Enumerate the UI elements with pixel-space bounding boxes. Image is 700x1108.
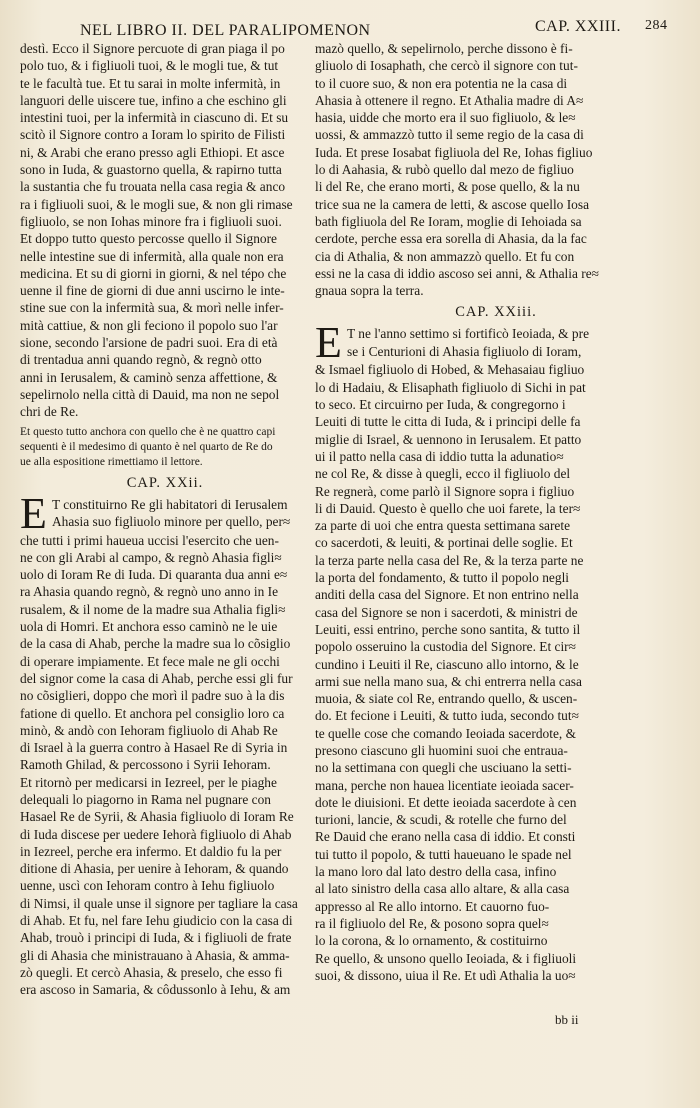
drop-initial: E	[20, 488, 47, 538]
right-text-block	[315, 361, 677, 984]
left-column	[20, 40, 310, 999]
right-column	[315, 40, 677, 984]
text-line: lo la corona, & lo ornamento, & costituirno	[315, 933, 548, 949]
text-line: di Iuda discese per uedere Iehorà figliuolo di Ahab	[20, 826, 292, 842]
text-line: di trentadua anni quando regnò, & regnò otto	[20, 352, 262, 368]
text-line: uenne il fine de giorni di due anni uscirno le inte-	[20, 283, 285, 299]
text-line: ra i figliuoli suoi, & le mogli sue, & non gli rimase	[20, 196, 293, 212]
left-text-block	[20, 40, 310, 421]
text-line: uenne, uscì con Iehoram contro à Iehu figliuolo	[20, 878, 275, 894]
text-line: muoia, & siate col Re, entrando quello, & uscen-	[315, 691, 578, 707]
text-line: te le facultà tue. Et tu sarai in molte infermità, in	[20, 75, 281, 91]
text-line: to seco. Et circuirno per Iuda, & congregorno i	[315, 397, 566, 413]
text-line: tui tutto il popolo, & tutti haueuano le spade nel	[315, 846, 572, 862]
text-line: era ascoso in Samaria, & côdussonlo à Iehu, & am	[20, 982, 291, 998]
text-line: popolo osseruino la custodia del Signore. Et cir≈	[315, 639, 576, 655]
text-line: te quelle cose che comando Ieoiada sacerdote, &	[315, 725, 576, 741]
text-line: figliuolo, se non Iohas minore fra i figliuoli suoi.	[20, 213, 282, 229]
text-line: stine sue con la infermità sua, & morì nelle infer-	[20, 300, 284, 316]
text-line: sione, secondo l'arsione de padri suoi. Era di età	[20, 335, 278, 351]
text-line: polo tuo, & i figliuoli tuoi, & le mogli tue, & tut	[20, 58, 279, 74]
text-line: ne con gli Arabi al campo, & regnò Ahasia figli≈	[20, 549, 282, 565]
text-line: anni in Ierusalem, & caminò senza affettione, &	[20, 369, 278, 385]
text-line: Ahasia suo figliuolo minore per quello, per≈	[52, 513, 291, 529]
text-line: zò quegli. Et cercò Ahasia, & preselo, che esso fi	[20, 964, 283, 980]
text-line: la terza parte nella casa del Re, & la terza parte ne	[315, 552, 584, 568]
text-line: Ahasia à ottenere il regno. Et Athalia madre di A≈	[315, 92, 584, 108]
text-line: li di Dauid. Questo è quello che uoi farete, la ter≈	[315, 500, 581, 516]
text-line: trice sua ne la camera de letti, & ascose quello Iosa	[315, 196, 590, 212]
text-line: medicina. Et su di giorni in giorni, & nel tépo che	[20, 265, 287, 281]
opening-lines	[52, 496, 310, 532]
text-line: minò, & andò con Iehoram figliuolo di Ahab Re	[20, 722, 278, 738]
text-line: uolo di Ioram Re di Iuda. Di quaranta dua anni e≈	[20, 567, 288, 583]
text-line: cia di Athalia, & non ammazzò quello. Et fu con	[315, 248, 575, 264]
text-line: T constituirno Re gli habitatori di Ierusalem	[52, 496, 288, 512]
text-line: Iuda. Et prese Iosabat figliuola del Re, Iohas figliuo	[315, 144, 593, 160]
text-line: armi sue nella mano sua, & chi entrerra nella casa	[315, 673, 582, 689]
text-line: ditione di Ahasia, per uenire à Iehoram, & quando	[20, 861, 289, 877]
text-line: Leuiti di tutte le citta di Iuda, & i principi delle fa	[315, 414, 581, 430]
text-line: Re regnerà, come parlò il Signore sopra i figliuo	[315, 483, 575, 499]
text-line: delequali lo piagorno in Rama nel pugnare con	[20, 791, 271, 807]
text-line: mità cattiue, & non gli feciono il popolo suo l'ar	[20, 317, 278, 333]
text-line: gnaua sopra la terra.	[315, 283, 424, 299]
text-line: ue alla espositione rimettiamo il lettore.	[20, 455, 203, 468]
right-text-block	[315, 40, 677, 299]
text-line: & Ismael figliuolo di Hobed, & Mehasaiau figliuo	[315, 362, 585, 378]
chapter-opening	[20, 488, 310, 538]
text-line: Ramoth Ghilad, & percossono i Syrii Iehoram.	[20, 757, 271, 773]
chapter-heading-23: CAP. XXiii.	[455, 304, 537, 321]
text-line: ra Ahasia quando regnò, & regnò uno anno in Ie	[20, 584, 279, 600]
text-line: suoi, & dissono, uiua il Re. Et udì Athalia la uo≈	[315, 967, 576, 983]
text-line: uossi, & ammazzò tutto il seme regio de la casa di	[315, 127, 584, 143]
text-line: to il cuore suo, & non era potentia ne la casa di	[315, 75, 568, 91]
text-line: ra il figliuolo del Re, & posono sopra quel≈	[315, 915, 549, 931]
text-line: sequenti è il medesimo di quanto è nel quarto de Re do	[20, 440, 273, 453]
text-line: appresso al Re allo intorno. Et cauorno fuo-	[315, 898, 550, 914]
text-line: Et ritornò per medicarsi in Iezreel, per le piaghe	[20, 774, 277, 790]
text-line: de la casa di Ahab, perche la madre sua lo cõsiglio	[20, 636, 291, 652]
text-line: anditi della casa del Signore. Et non entrino nella	[315, 587, 579, 603]
text-line: chri de Re.	[20, 404, 79, 420]
text-line: intestini tuoi, per la infermità in ciascuno di. Et su	[20, 110, 289, 126]
text-line: gliuolo di Iosaphath, che cercò il signore con tut-	[315, 58, 578, 74]
text-line: Hasael Re de Syrii, & Ahasia figliuolo di Ioram Re	[20, 809, 294, 825]
text-line: essi ne la casa di iddio ascoso sei anni, & Athalia re≈	[315, 265, 600, 281]
chapter-opening	[315, 318, 677, 368]
opening-lines	[347, 325, 677, 361]
text-line: Re Dauid che erano nella casa di iddio. Et consti	[315, 829, 576, 845]
text-line: no la settimana con quegli che usciuano la setti-	[315, 760, 572, 776]
text-line: la sustantia che fu trouata nella casa regia & anco	[20, 179, 286, 195]
text-line: bath figliuola del Re Ioram, moglie di Iehoiada sa	[315, 213, 582, 229]
text-line: la porta del fondamento, & tutto il popolo negli	[315, 570, 570, 586]
text-line: za parte di uoi che entra questa settimana sarete	[315, 518, 571, 534]
text-line: rusalem, & il nome de la madre sua Athalia figli≈	[20, 601, 286, 617]
text-line: nelle intestine sue di infermità, alla quale non era	[20, 248, 284, 264]
folio-number: 284	[645, 18, 668, 33]
text-line: co sacerdoti, & leuiti, & portinai delle soglie. Et	[315, 535, 573, 551]
text-line: T ne l'anno settimo si fortificò Ieoiada, & pre	[347, 326, 590, 342]
text-line: cundino i Leuiti il Re, ciascuno allo intorno, & le	[315, 656, 579, 672]
text-line: dote le diuisioni. Et dette ieoiada sacerdote à cen	[315, 794, 577, 810]
text-line: del signor come la casa di Ahab, perche essi gli fur	[20, 670, 293, 686]
text-line: Re quello, & unsono quello Ieoiada, & i figliuoli	[315, 950, 577, 966]
text-line: hasia, uidde che morto era il suo figliuolo, & le≈	[315, 110, 576, 126]
text-line: casa del Signore se non i sacerdoti, & ministri de	[315, 604, 578, 620]
text-line: presono ciascuno gli huomini suoi che entraua-	[315, 742, 568, 758]
text-line: mana, perche non hauea licentiate ieoiada sacer-	[315, 777, 574, 793]
text-line: lo di Aahasia, & rubò quello dal mezo de figliuo	[315, 162, 574, 178]
text-line: ni, & Arabi che erano presso agli Ethiopi. Et asce	[20, 144, 285, 160]
running-title: NEL LIBRO II. DEL PARALIPOMENON	[80, 22, 371, 39]
text-line: uola di Homri. Et anchora esso caminò ne le uie	[20, 619, 278, 635]
text-line: do. Et fecione i Leuiti, & tutto iuda, secondo tut≈	[315, 708, 579, 724]
text-line: lo di Hadaiu, & Elisaphath figliuolo di Sichi in pat	[315, 379, 586, 395]
text-line: Et doppo tutto questo percosse quello il Signore	[20, 231, 277, 247]
text-line: ui il patto nella casa di iddio tutta la adunatio≈	[315, 448, 564, 464]
text-line: di Israel à la guerra contro à Hasael Re di Syria in	[20, 740, 288, 756]
text-line: Et questo tutto anchora con quello che è ne quattro capi	[20, 425, 276, 438]
text-line: ne col Re, & disse à quegli, ecco il figliuolo del	[315, 466, 571, 482]
text-line: li del Re, che erano morti, & pose quello, & la nu	[315, 179, 580, 195]
text-line: di operare impiamente. Et fece male ne gli occhi	[20, 653, 280, 669]
header-chapter: CAP. XXIII.	[535, 18, 621, 35]
text-line: la mano loro dal lato destro della casa, infino	[315, 864, 557, 880]
text-line: Leuiti, essi entrino, perche sono santita, & tutto il	[315, 621, 581, 637]
text-line: al lato sinistro della casa allo altare, & alla casa	[315, 881, 570, 897]
left-text-block	[20, 532, 310, 999]
text-line: gli di Ahasia che ministrauano à Ahasia, & amma-	[20, 947, 290, 963]
text-line: sepelirnolo nella città di Dauid, ma non ne sepol	[20, 386, 280, 402]
text-line: cerdote, perche essa era sorella di Ahasia, da la fac	[315, 231, 587, 247]
text-line: Ahab, trouò i principi di Iuda, & i figliuoli de frate	[20, 930, 292, 946]
drop-initial: E	[315, 318, 342, 368]
signature-mark: bb ii	[555, 1012, 579, 1027]
commentary-note	[20, 425, 310, 470]
text-line: di Ahab. Et fu, nel fare Iehu giudicio con la casa di	[20, 913, 293, 929]
text-line: che tutti i primi haueua uccisi l'esercito che uen-	[20, 532, 279, 548]
text-line: sono in Iuda, & guastorno quella, & rapirno tutta	[20, 162, 282, 178]
text-line: se i Centurioni di Ahasia figliuolo di Ioram,	[347, 343, 582, 359]
text-line: languori delle uiscere tue, infino a che eschino gli	[20, 92, 287, 108]
chapter-heading-22: CAP. XXii.	[126, 474, 204, 491]
text-line: destì. Ecco il Signore percuote di gran piaga il po	[20, 41, 285, 56]
text-line: no cõsiglieri, doppo che morì il padre suo à la dis	[20, 688, 285, 704]
text-line: miglie di Israel, & uennono in Ierusalem. Et patto	[315, 431, 582, 447]
text-line: di Nimsi, il quale unse il signore per tagliare la casa	[20, 895, 298, 911]
text-line: mazò quello, & sepelirnolo, perche dissono è fi-	[315, 41, 573, 56]
text-line: fatione di quello. Et anchora pel consiglio loro ca	[20, 705, 285, 721]
text-line: scitò il Signore contro a Ioram lo spirito de Filisti	[20, 127, 286, 143]
text-line: in Iezreel, perche era infermo. Et daldio fu la per	[20, 843, 282, 859]
text-line: turioni, lancie, & scudi, & rotelle che furno del	[315, 812, 567, 828]
